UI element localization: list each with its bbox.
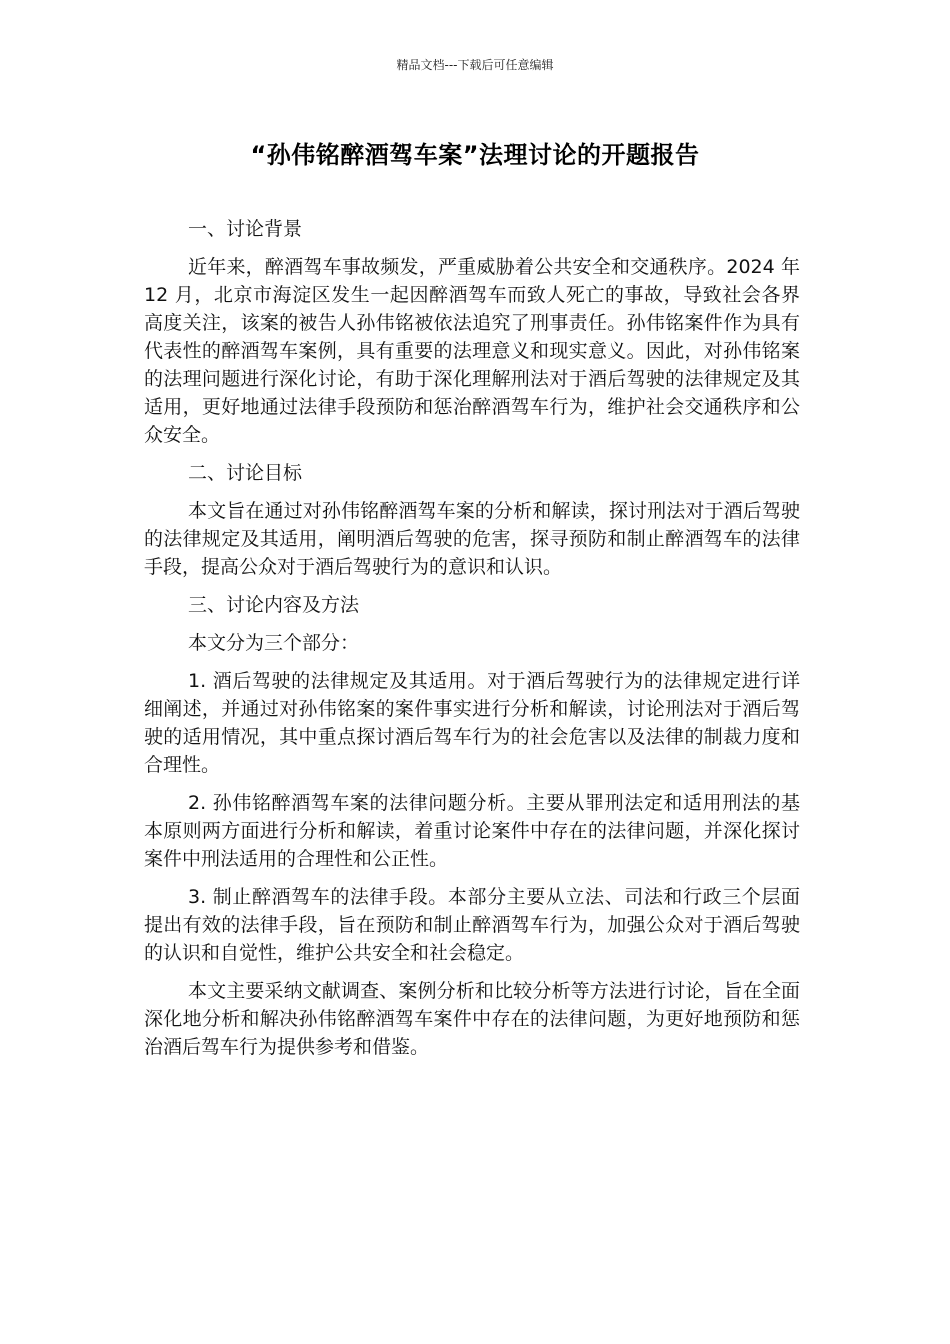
page-header-note: 精品文档---下载后可任意编辑 bbox=[396, 58, 554, 72]
paragraph: 近年来，醉酒驾车事故频发，严重威胁着公共安全和交通秩序。2024 年 12 月，北京市海淀区发生一起因醉酒驾车而致人死亡的事故，导致社会各界高度关注，该案的被告人孙伟铭被依法追究了刑事责任。孙伟铭案件作为具有代表性的醉酒驾车案例，具有重要的法理意义和现实意义。因此，对孙伟铭案的法理问题进行深化讨论，有助于深化理解刑法对于酒后驾驶的法律规定及其适用，更好地通过法律手段预防和惩治醉酒驾车行为，维护社会交通秩序和公众安全。 bbox=[144, 256, 800, 446]
section-background bbox=[144, 215, 800, 449]
paragraph: 本文主要采纳文献调查、案例分析和比较分析等方法进行讨论，旨在全面深化地分析和解决孙伟铭醉酒驾车案件中存在的法律问题，为更好地预防和惩治酒后驾车行为提供参考和借鉴。 bbox=[144, 980, 800, 1058]
paragraph: 本文旨在通过对孙伟铭醉酒驾车案的分析和解读，探讨刑法对于酒后驾驶的法律规定及其适用，阐明酒后驾驶的危害，探寻预防和制止醉酒驾车的法律手段，提高公众对于酒后驾驶行为的意识和认识。 bbox=[144, 500, 800, 578]
section-heading: 三、讨论内容及方法 bbox=[188, 594, 360, 616]
list-item-paragraph: 2. 孙伟铭醉酒驾车案的法律问题分析。主要从罪刑法定和适用刑法的基本原则两方面进行分析和解读，着重讨论案件中存在的法律问题，并深化探讨案件中刑法适用的合理性和公正性。 bbox=[144, 792, 800, 870]
paragraph: 本文分为三个部分： bbox=[188, 632, 360, 654]
list-item-paragraph: 1. 酒后驾驶的法律规定及其适用。对于酒后驾驶行为的法律规定进行详细阐述，并通过对孙伟铭案的案件事实进行分析和解读，讨论刑法对于酒后驾驶的适用情况，其中重点探讨酒后驾车行为的社会危害以及法律的制裁力度和合理性。 bbox=[144, 670, 800, 776]
section-heading: 二、讨论目标 bbox=[188, 462, 303, 484]
section-content-methods bbox=[144, 591, 800, 1061]
section-heading: 一、讨论背景 bbox=[188, 218, 303, 240]
document-body bbox=[144, 215, 800, 1071]
list-item-paragraph: 3. 制止醉酒驾车的法律手段。本部分主要从立法、司法和行政三个层面提出有效的法律手段，旨在预防和制止醉酒驾车行为，加强公众对于酒后驾驶的认识和自觉性，维护公共安全和社会稳定。 bbox=[144, 886, 800, 964]
section-goals bbox=[144, 459, 800, 581]
document-title: “孙伟铭醉酒驾车案”法理讨论的开题报告 bbox=[250, 141, 700, 169]
